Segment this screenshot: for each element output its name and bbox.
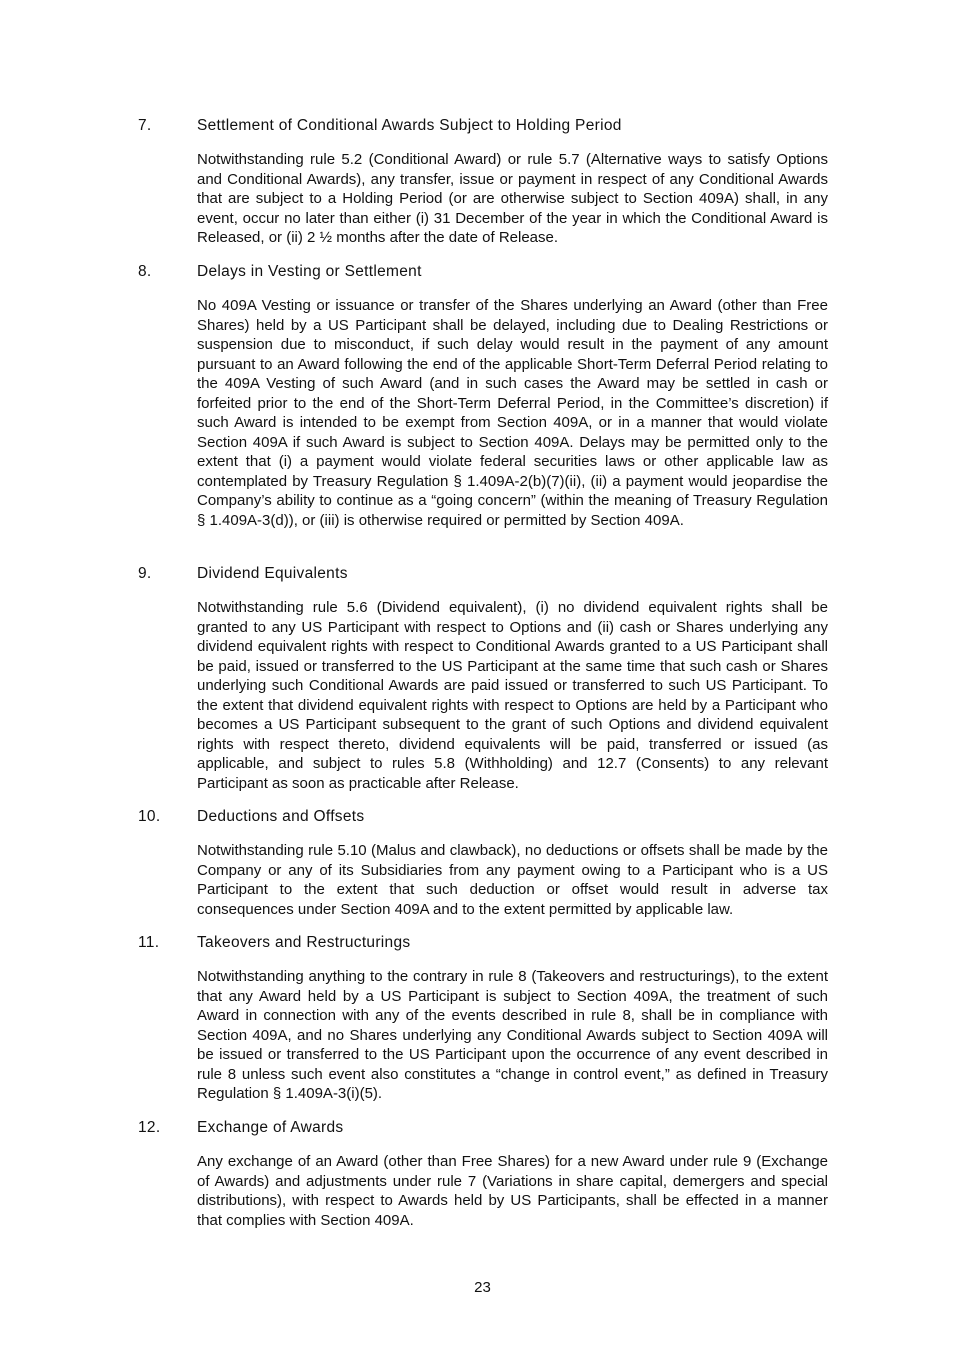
section-number: 9. xyxy=(138,565,152,582)
section-number: 8. xyxy=(138,263,152,280)
section-11 xyxy=(138,933,828,1104)
section-title: Exchange of Awards xyxy=(197,1119,344,1136)
section-heading xyxy=(138,1118,828,1138)
section-number: 12. xyxy=(138,1119,161,1136)
section-body: Notwithstanding anything to the contrary in rule 8 (Takeovers and restructurings), to the extent that any Award held by a US Participant is subject to Section 409A, the treatment of such Award in connection with any of the events described in rule 8, shall be in compliance with Section 409A, and no Shares underlying any Conditional Awards subject to Section 409A will be issued or transferred to the US Participant upon the occurrence of any event described in rule 8 unless such event also constitutes a “change in control event,” as defined in Treasury Regulation § 1.409A-3(i)(5). xyxy=(197,968,828,1102)
section-8 xyxy=(138,262,828,530)
section-body: No 409A Vesting or issuance or transfer of the Shares underlying an Award (other than Free Shares) held by a US Participant shall be delayed, including due to Dealing Restrictions or suspension due to misconduct, if such delay would result in the payment of any amount pursuant to an Award following the end of the applicable Short-Term Deferral Period relating to the 409A Vesting of such Award (and in such cases the Award may be settled in cash or forfeited prior to the end of the Short-Term Deferral Period, in the Committee’s discretion) if such Award is intended to be exempt from Section 409A, or in a manner that would violate Section 409A if such Award is subject to Section 409A. Delays may be permitted only to the extent that (i) a payment would violate federal securities laws or other applicable law as contemplated by Treasury Regulation § 1.409A-2(b)(7)(ii), (ii) a payment would jeopardise the Company’s ability to continue as a “going concern” (within the meaning of Treasury Regulation § 1.409A-3(d)), or (iii) is otherwise required or permitted by Section 409A. xyxy=(197,297,828,529)
section-body: Notwithstanding rule 5.2 (Conditional Award) or rule 5.7 (Alternative ways to satisfy Options and Conditional Awards), any transfer, issue or payment in respect of any Conditional Awards that are subject to a Holding Period (or are otherwise subject to Section 409A) shall, in any event, occur no later than either (i) 31 December of the year in which the Conditional Award is Released, or (ii) 2 ½ months after the date of Release. xyxy=(197,151,828,246)
section-7 xyxy=(138,116,828,248)
page-number: 23 xyxy=(474,1279,491,1296)
section-title: Delays in Vesting or Settlement xyxy=(197,263,422,280)
section-body: Notwithstanding rule 5.10 (Malus and clawback), no deductions or offsets shall be made by the Company or any of its Subsidiaries from any payment owing to a Participant who is a US Participant to the extent that such deduction or offset would result in adverse tax consequences under Section 409A and to the extent permitted by applicable law. xyxy=(197,842,828,918)
section-12 xyxy=(138,1118,828,1230)
section-heading xyxy=(138,933,828,953)
section-number: 7. xyxy=(138,117,152,134)
section-title: Takeovers and Restructurings xyxy=(197,934,411,951)
section-9 xyxy=(138,564,828,793)
section-heading xyxy=(138,807,828,827)
section-title: Settlement of Conditional Awards Subject to Holding Period xyxy=(197,117,622,134)
section-number: 11. xyxy=(138,934,160,951)
section-heading xyxy=(138,564,828,584)
section-title: Dividend Equivalents xyxy=(197,565,348,582)
section-heading xyxy=(138,116,828,136)
section-10 xyxy=(138,807,828,919)
section-body: Notwithstanding rule 5.6 (Dividend equivalent), (i) no dividend equivalent rights shall be granted to any US Participant with respect to Options and (ii) cash or Shares underlying any dividend equivalent rights with respect to Conditional Awards granted to a US Participant shall be paid, issued or transferred to the US Participant at the same time that such cash or Shares underlying such Conditional Awards are paid issued or transferred to such US Participant. To the extent that dividend equivalent rights with respect to Options are held by a Participant who becomes a US Participant subsequent to the grant of such Options and dividend equivalent rights with respect thereto, dividend equivalents will be paid, transferred or issued (as applicable, and subject to rules 5.8 (Withholding) and 12.7 (Consents) to any relevant Participant as soon as practicable after Release. xyxy=(197,599,828,792)
section-number: 10. xyxy=(138,808,161,825)
section-title: Deductions and Offsets xyxy=(197,808,365,825)
section-body: Any exchange of an Award (other than Free Shares) for a new Award under rule 9 (Exchange of Awards) and adjustments under rule 7 (Variations in share capital, demergers and special distributions), with respect to Awards held by US Participants, shall be effected in a manner that complies with Section 409A. xyxy=(197,1153,828,1229)
section-heading xyxy=(138,262,828,282)
